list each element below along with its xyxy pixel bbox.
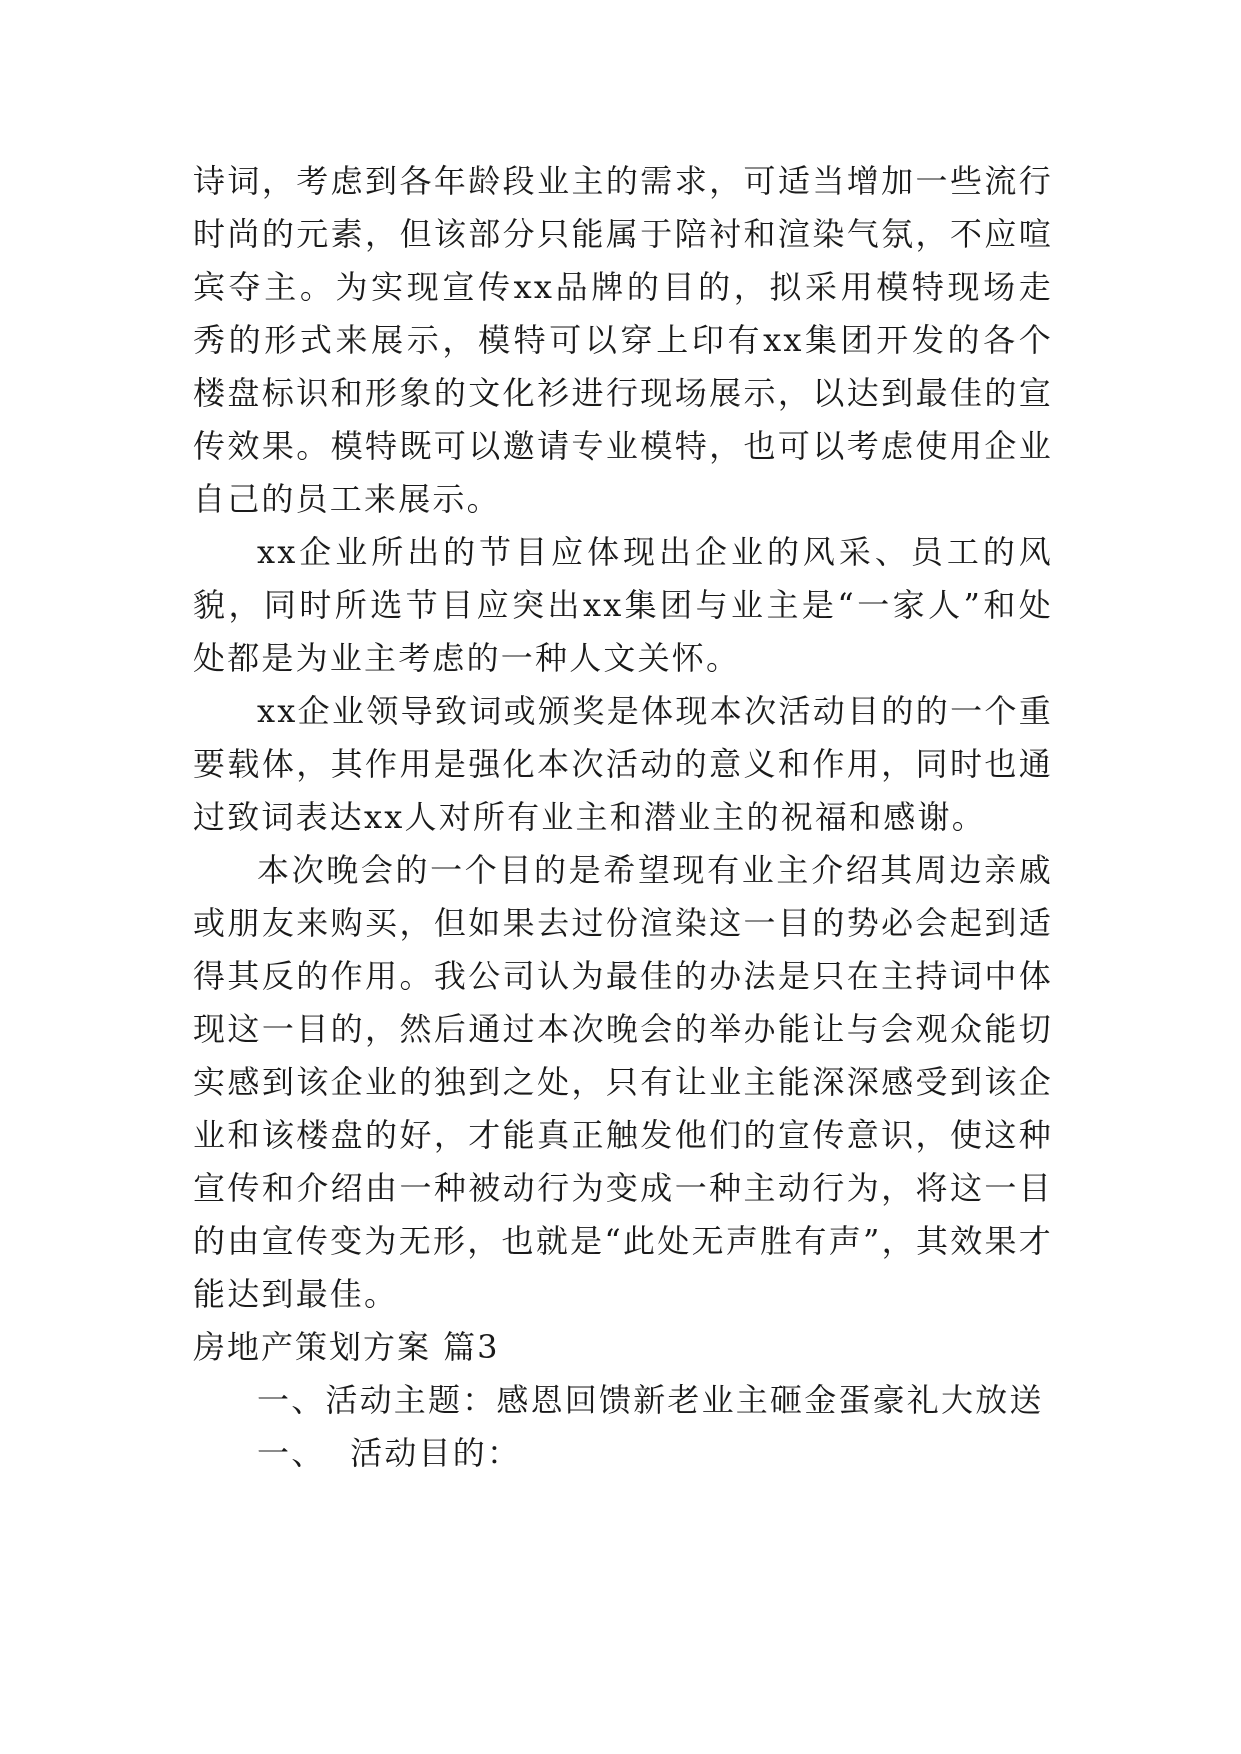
activity-theme-item: 一、活动主题：感恩回馈新老业主砸金蛋豪礼大放送 (257, 1381, 1044, 1419)
section-heading: 房地产策划方案 篇3 (193, 1328, 500, 1366)
paragraph-leader-speech: xx企业领导致词或颁奖是体现本次活动目的的一个重要载体，其作用是强化本次活动的意义和作用，同时也通过致词表达xx人对所有业主和潜业主的祝福和感谢。 (193, 692, 1053, 836)
activity-purpose-item: 一、 活动目的： (257, 1434, 522, 1472)
paragraph-company-program: xx企业所出的节目应体现出企业的风采、员工的风貌，同时所选节目应突出xx集团与业主是“一家人”和处处都是为业主考虑的一种人文关怀。 (193, 533, 1053, 677)
document-body (193, 155, 1053, 1480)
paragraph-continuation: 诗词，考虑到各年龄段业主的需求，可适当增加一些流行时尚的元素，但该部分只能属于陪衬和渲染气氛，不应喧宾夺主。为实现宣传xx品牌的目的，拟采用模特现场走秀的形式来展示，模特可以穿上印有xx集团开发的各个楼盘标识和形象的文化衫进行现场展示，以达到最佳的宣传效果。模特既可以邀请专业模特，也可以考虑使用企业自己的员工来展示。 (193, 162, 1053, 518)
paragraph-party-purpose: 本次晚会的一个目的是希望现有业主介绍其周边亲戚或朋友来购买，但如果去过份渲染这一目的势必会起到适得其反的作用。我公司认为最佳的办法是只在主持词中体现这一目的，然后通过本次晚会的举办能让与会观众能切实感到该企业的独到之处，只有让业主能深深感受到该企业和该楼盘的好，才能真正触发他们的宣传意识，使这种宣传和介绍由一种被动行为变成一种主动行为，将这一目的由宣传变为无形，也就是“此处无声胜有声”，其效果才能达到最佳。 (193, 851, 1053, 1313)
